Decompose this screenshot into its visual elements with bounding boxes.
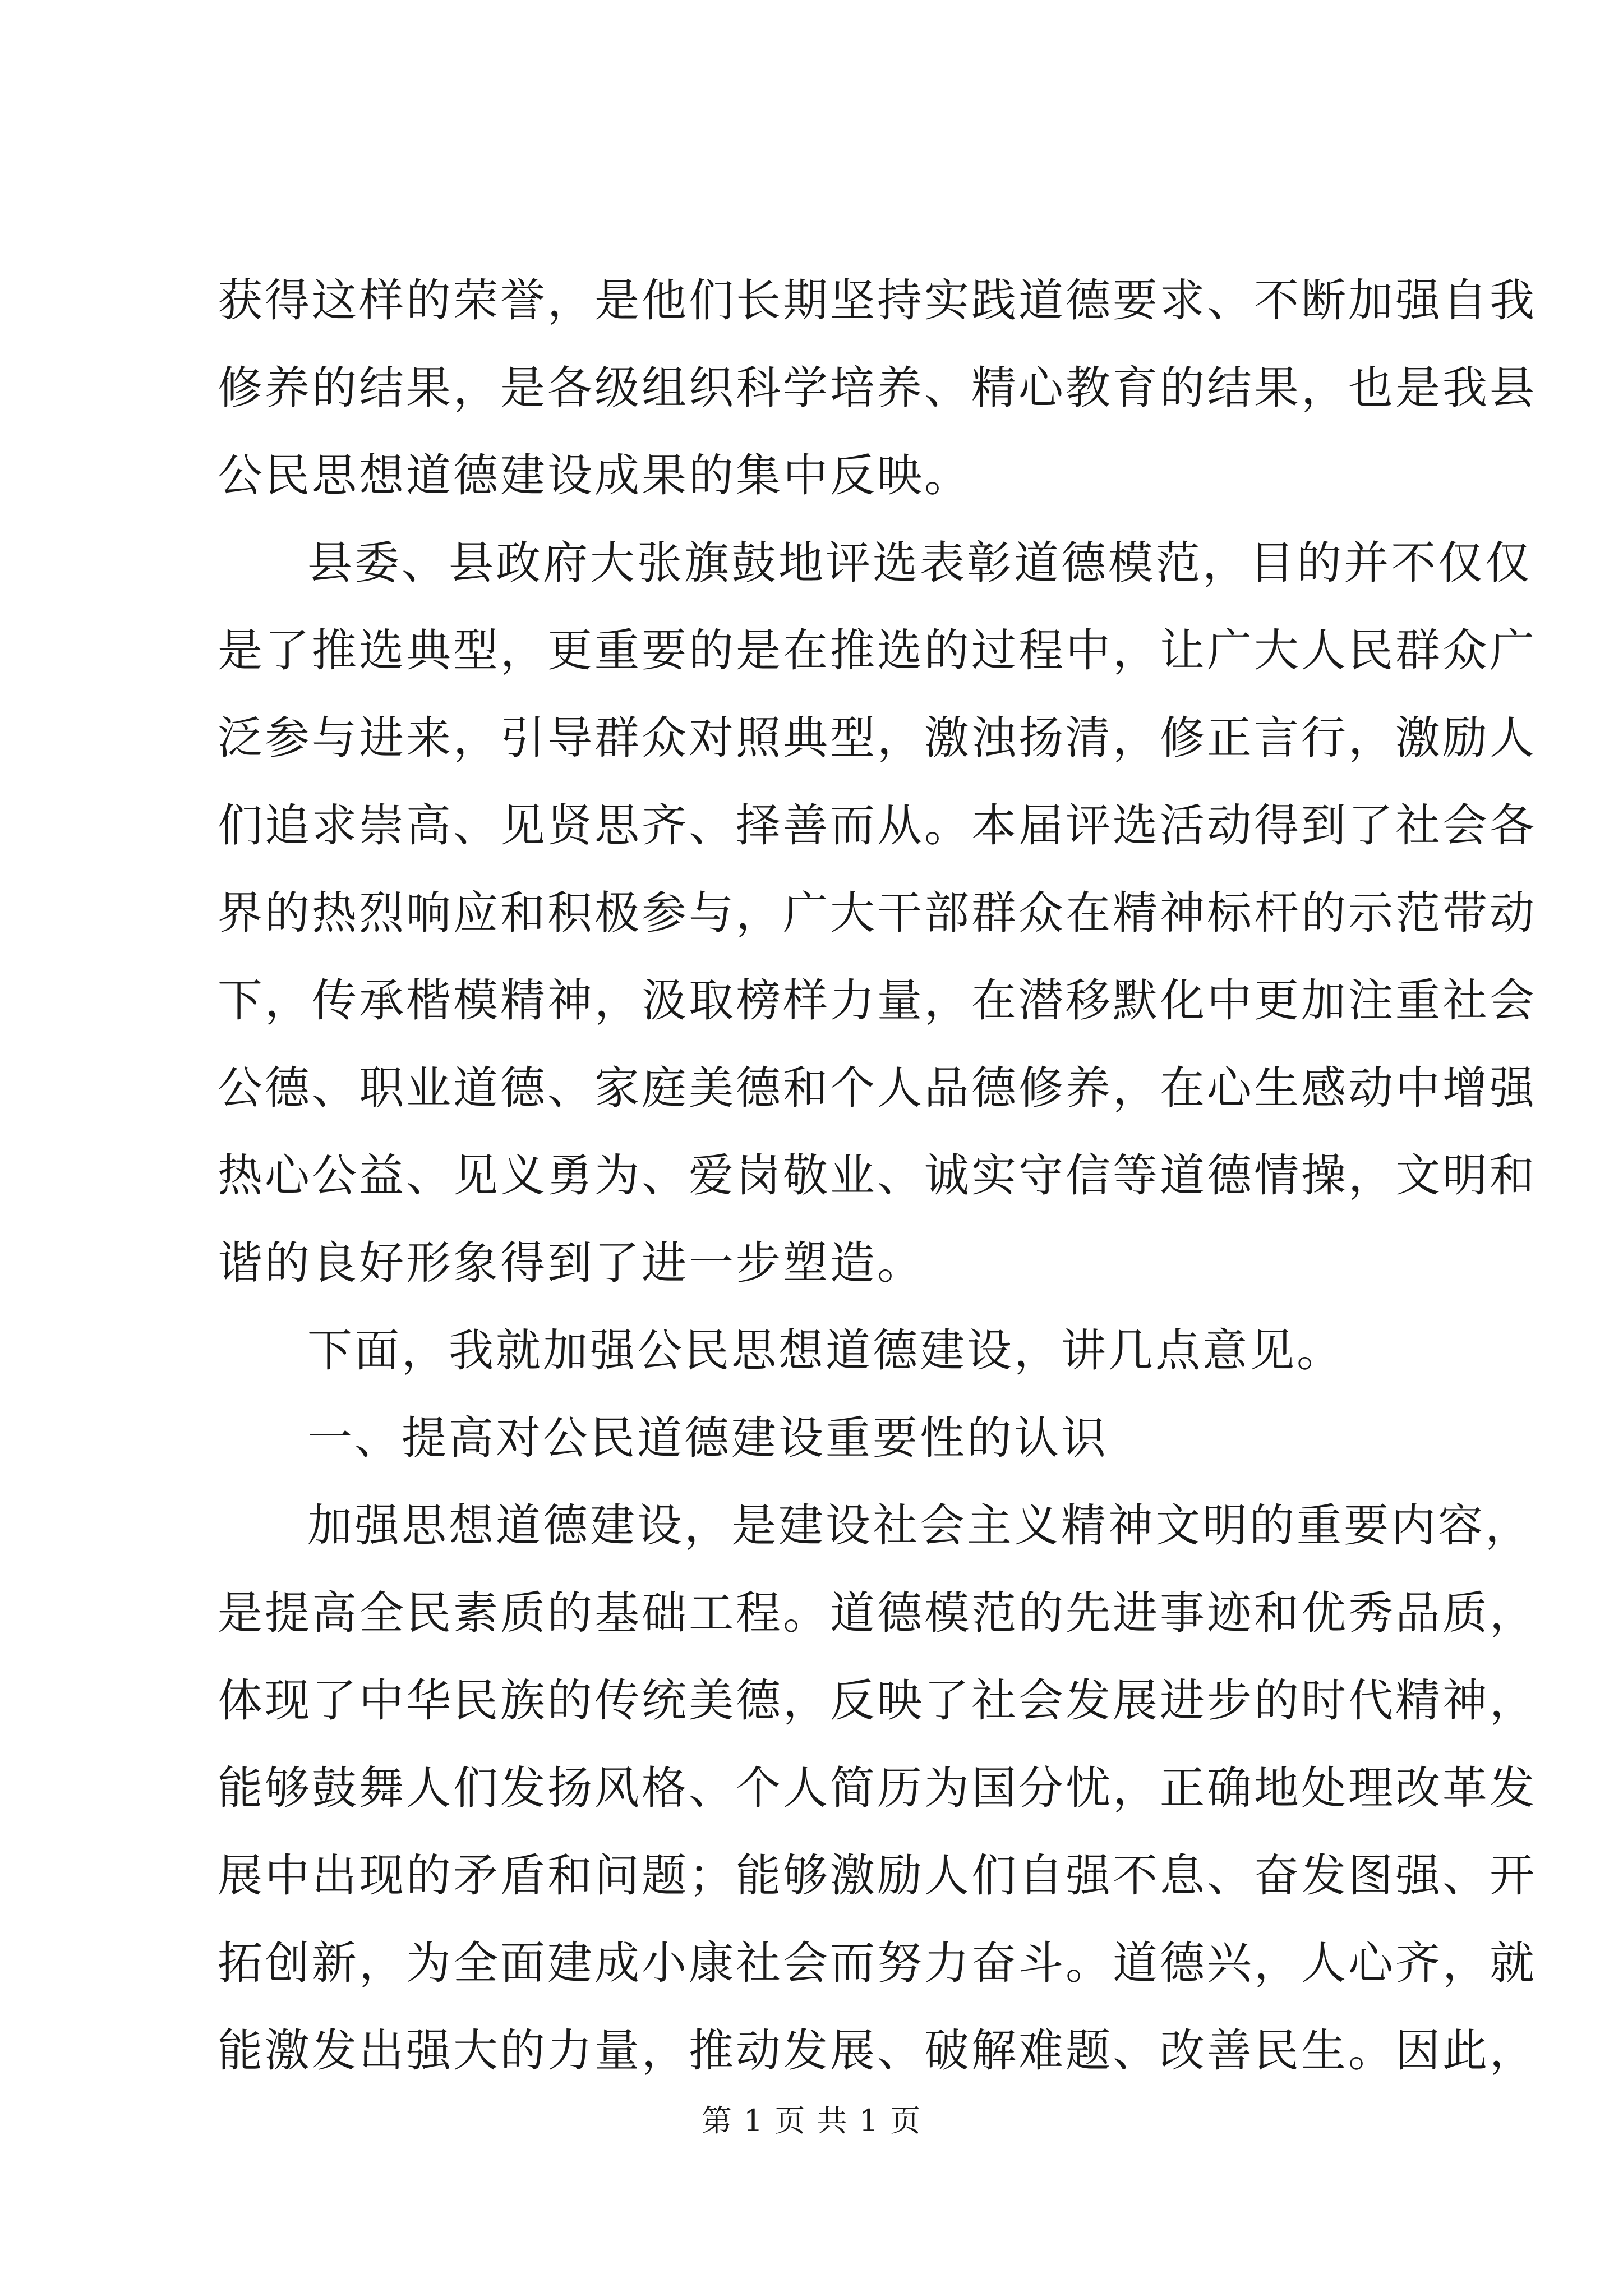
text-line: 能够鼓舞人们发扬风格、个人简历为国分忧，正确地处理改革发 bbox=[218, 1762, 1537, 1814]
text-line: 拓创新，为全面建成小康社会而努力奋斗。道德兴，人心齐，就 bbox=[218, 1937, 1537, 1989]
text-line: 公德、职业道德、家庭美德和个人品德修养，在心生感动中增强 bbox=[218, 1062, 1537, 1114]
text-line: 公民思想道德建设成果的集中反映。 bbox=[218, 449, 971, 501]
text-line: 热心公益、见义勇为、爱岗敬业、诚实守信等道德情操，文明和 bbox=[218, 1149, 1537, 1202]
text-line: 获得这样的荣誉，是他们长期坚持实践道德要求、不断加强自我 bbox=[218, 274, 1537, 326]
section-heading: 一、提高对公民道德建设重要性的认识 bbox=[307, 1412, 1108, 1464]
text-line: 下面，我就加强公民思想道德建设，讲几点意见。 bbox=[307, 1324, 1344, 1377]
text-line: 展中出现的矛盾和问题；能够激励人们自强不息、奋发图强、开 bbox=[218, 1849, 1537, 1902]
text-line: 界的热烈响应和积极参与，广大干部群众在精神标杆的示范带动 bbox=[218, 887, 1537, 939]
text-line: 泛参与进来，引导群众对照典型，激浊扬清，修正言行，激励人 bbox=[218, 712, 1537, 764]
text-line: 能激发出强大的力量，推动发展、破解难题、改善民生。因此， bbox=[218, 2024, 1537, 2077]
text-line: 是了推选典型，更重要的是在推选的过程中，让广大人民群众广 bbox=[218, 624, 1537, 677]
document-body bbox=[218, 257, 1537, 2095]
text-line: 县委、县政府大张旗鼓地评选表彰道德模范，目的并不仅仅 bbox=[307, 537, 1532, 589]
text-line: 是提高全民素质的基础工程。道德模范的先进事迹和优秀品质， bbox=[218, 1587, 1537, 1639]
text-line: 谐的良好形象得到了进一步塑造。 bbox=[218, 1237, 924, 1289]
text-line: 加强思想道德建设，是建设社会主义精神文明的重要内容， bbox=[307, 1499, 1532, 1552]
text-line: 下，传承楷模精神，汲取榜样力量，在潜移默化中更加注重社会 bbox=[218, 974, 1537, 1027]
text-line: 们追求崇高、见贤思齐、择善而从。本届评选活动得到了社会各 bbox=[218, 799, 1537, 852]
text-line: 修养的结果，是各级组织科学培养、精心教育的结果，也是我县 bbox=[218, 362, 1537, 414]
text-line: 体现了中华民族的传统美德，反映了社会发展进步的时代精神， bbox=[218, 1674, 1537, 1727]
page-footer: 第 1 页 共 1 页 bbox=[701, 2103, 922, 2138]
